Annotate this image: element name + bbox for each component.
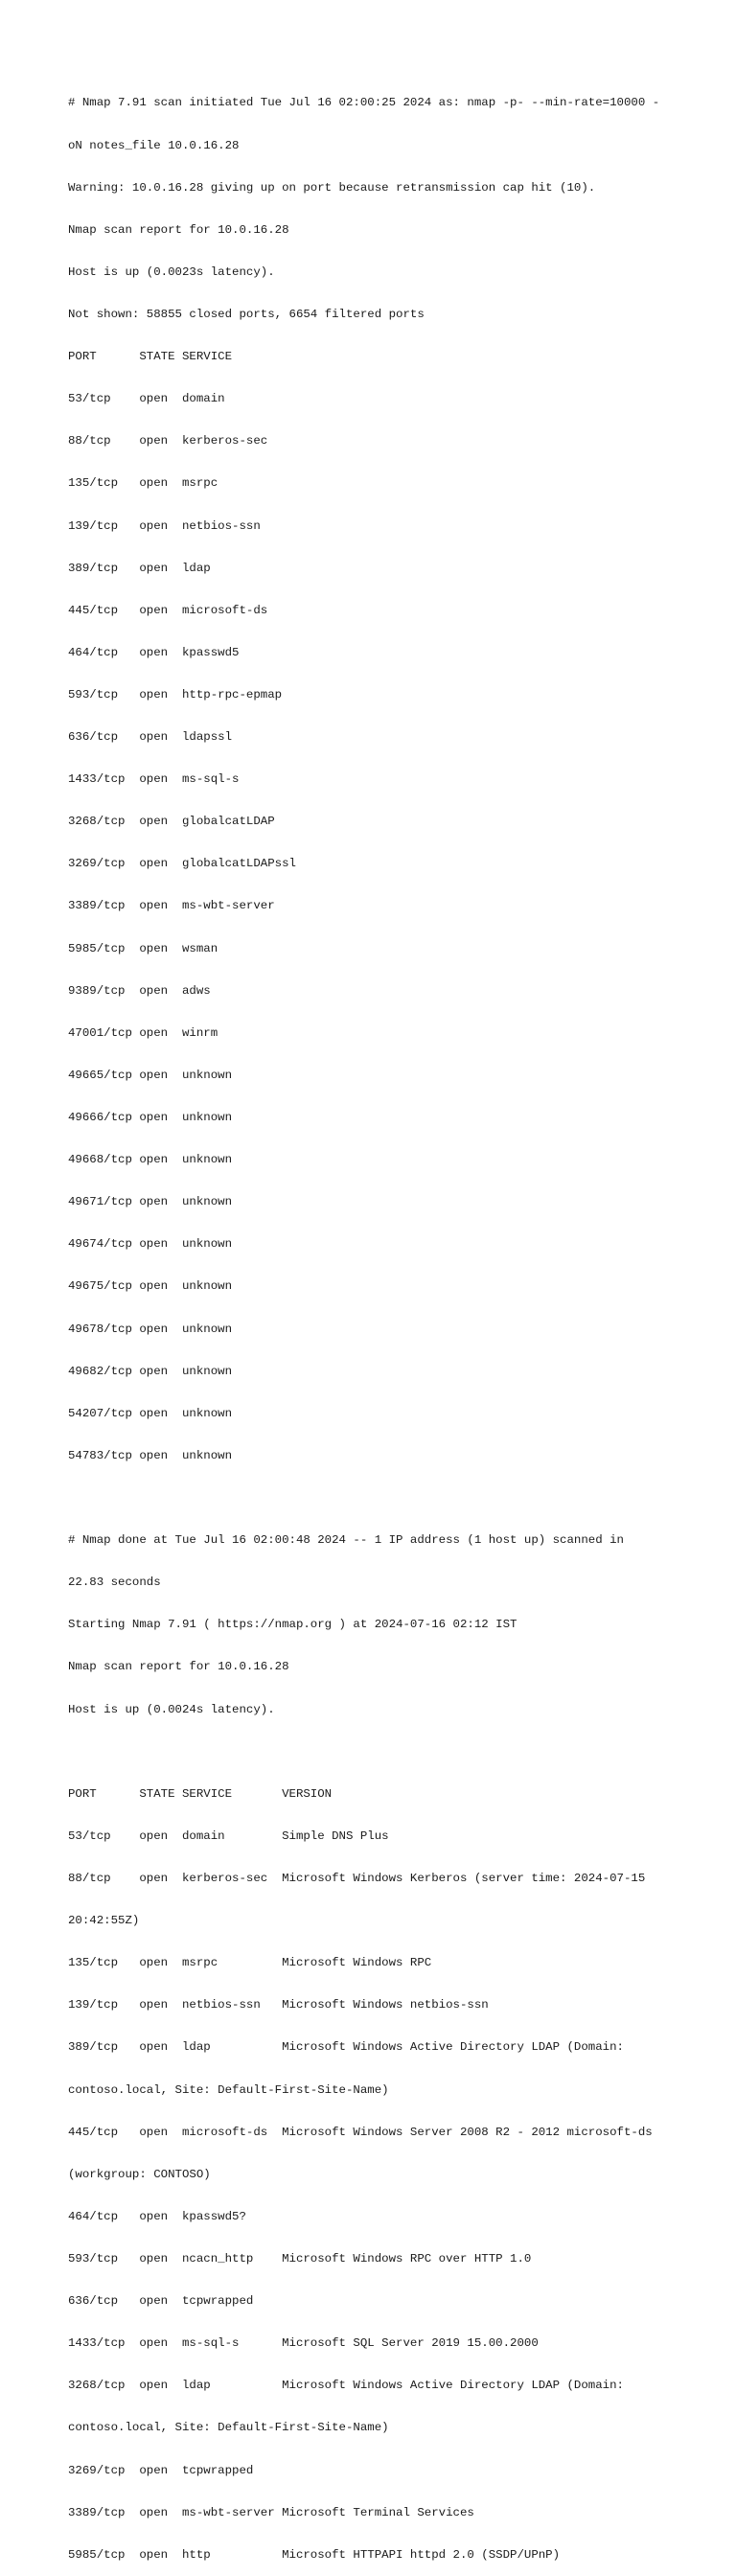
table-row: 53/tcp open domain Simple DNS Plus [68, 1828, 389, 1843]
table-row: 445/tcp open microsoft-ds Microsoft Windows Server 2008 R2 - 2012 microsoft-ds [68, 2125, 653, 2139]
text-line: # Nmap done at Tue Jul 16 02:00:48 2024 -- 1 IP address (1 host up) scanned in [68, 1533, 624, 1548]
table-row-continuation: contoso.local, Site: Default-First-Site-Name) [68, 2082, 389, 2097]
table-row: 88/tcp open kerberos-sec Microsoft Windows Kerberos (server time: 2024-07-15 [68, 1871, 646, 1885]
table-row: 636/tcp open ldapssl [68, 730, 233, 745]
table-row: 49671/tcp open unknown [68, 1195, 233, 1209]
table-row: 49666/tcp open unknown [68, 1111, 233, 1125]
text-line: Host is up (0.0024s latency). [68, 1702, 275, 1716]
table-row: 135/tcp open msrpc Microsoft Windows RPC [68, 1956, 432, 1970]
text-line: Nmap scan report for 10.0.16.28 [68, 222, 289, 237]
table-row: 49682/tcp open unknown [68, 1364, 233, 1378]
text-line: oN notes_file 10.0.16.28 [68, 138, 240, 152]
table-row: 49674/tcp open unknown [68, 1237, 233, 1252]
table-row: 3389/tcp open ms-wbt-server [68, 899, 275, 913]
table-row: 3268/tcp open globalcatLDAP [68, 815, 275, 829]
table-row-continuation: 20:42:55Z) [68, 1914, 140, 1928]
table-row: 9389/tcp open adws [68, 983, 211, 998]
text-line: 22.83 seconds [68, 1576, 161, 1590]
table-row: 464/tcp open kpasswd5? [68, 2209, 246, 2223]
table-row: 54207/tcp open unknown [68, 1406, 233, 1420]
table-row: 3389/tcp open ms-wbt-server Microsoft Terminal Services [68, 2505, 474, 2519]
table-row: 139/tcp open netbios-ssn [68, 518, 261, 533]
table-row: 593/tcp open http-rpc-epmap [68, 687, 283, 702]
table-row: 49665/tcp open unknown [68, 1068, 233, 1082]
table-row: 3269/tcp open tcpwrapped [68, 2463, 254, 2477]
text-line: Warning: 10.0.16.28 giving up on port because retransmission cap hit (10). [68, 180, 596, 195]
table-row: 49675/tcp open unknown [68, 1279, 233, 1294]
table-row: 389/tcp open ldap Microsoft Windows Active Directory LDAP (Domain: [68, 2040, 624, 2055]
table-row: 47001/tcp open winrm [68, 1025, 218, 1040]
table-row: 464/tcp open kpasswd5 [68, 645, 240, 659]
table-row: 139/tcp open netbios-ssn Microsoft Windows netbios-ssn [68, 1998, 489, 2012]
table-row: 445/tcp open microsoft-ds [68, 603, 268, 617]
document-page [68, 68, 681, 2576]
table-row-continuation: contoso.local, Site: Default-First-Site-Name) [68, 2421, 389, 2435]
table-row: 5985/tcp open http Microsoft HTTPAPI httpd 2.0 (SSDP/UPnP) [68, 2547, 561, 2562]
text-line: Host is up (0.0023s latency). [68, 264, 275, 279]
table-row: 49678/tcp open unknown [68, 1322, 233, 1336]
table-row: 54783/tcp open unknown [68, 1448, 233, 1462]
table-row: 1433/tcp open ms-sql-s Microsoft SQL Server 2019 15.00.2000 [68, 2336, 539, 2351]
text-line: Not shown: 58855 closed ports, 6654 filtered ports [68, 307, 425, 321]
table-row: 1433/tcp open ms-sql-s [68, 772, 240, 787]
table-row: 593/tcp open ncacn_http Microsoft Windows RPC over HTTP 1.0 [68, 2251, 532, 2266]
text-line: # Nmap 7.91 scan initiated Tue Jul 16 02:00:25 2024 as: nmap -p- --min-rate=10000 - [68, 96, 660, 110]
text-line: Nmap scan report for 10.0.16.28 [68, 1660, 289, 1674]
table-row: 636/tcp open tcpwrapped [68, 2294, 254, 2309]
table-row-continuation: (workgroup: CONTOSO) [68, 2167, 211, 2181]
table-row: 88/tcp open kerberos-sec [68, 434, 268, 448]
table-row: 53/tcp open domain [68, 392, 225, 406]
table-row: 389/tcp open ldap [68, 561, 211, 575]
table-row: 3269/tcp open globalcatLDAPssl [68, 857, 296, 871]
table-row: 5985/tcp open wsman [68, 941, 218, 955]
table-header: PORT STATE SERVICE VERSION [68, 1786, 333, 1801]
blank-line [68, 1745, 681, 1760]
table-row: 49668/tcp open unknown [68, 1153, 233, 1167]
blank-line [68, 1491, 681, 1506]
table-header: PORT STATE SERVICE [68, 350, 233, 364]
text-line: Starting Nmap 7.91 ( https://nmap.org ) at 2024-07-16 02:12 IST [68, 1618, 518, 1632]
table-row: 3268/tcp open ldap Microsoft Windows Active Directory LDAP (Domain: [68, 2379, 624, 2393]
table-row: 135/tcp open msrpc [68, 476, 218, 491]
